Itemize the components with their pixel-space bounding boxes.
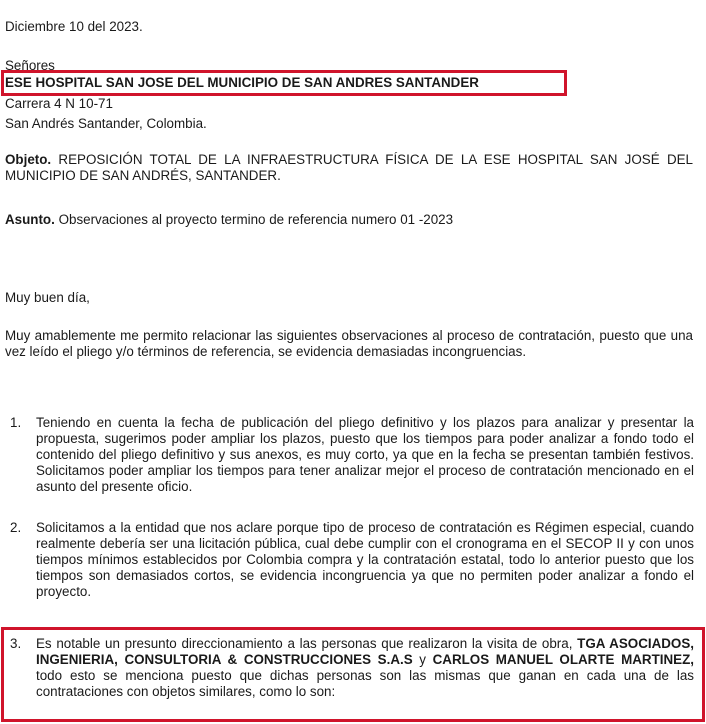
list-item-number: 3. (10, 636, 22, 651)
objeto-label: Objeto. (5, 152, 52, 167)
objeto-text: REPOSICIÓN TOTAL DE LA INFRAESTRUCTURA FÍSICA DE LA ESE HOSPITAL SAN JOSÉ DEL MUNICIPIO DE SAN ANDRÉS, SANTANDER. (5, 152, 693, 183)
list-item-text: Teniendo en cuenta la fecha de publicación del pliego definitivo y los plazos para analizar y presentar la propuesta, sugerimos poder ampliar los plazos, puesto que los tiempos para poder analizar a fondo todo el contenido del pliego definitivo y sus anexos, es muy corto, ya que en la fecha se presentan también festivos. Solicitamos poder ampliar los tiempos para tener analizar mejor el proceso de contratación mencionado en el asunto del presente oficio. (36, 415, 694, 494)
salutation-to: Señores (5, 58, 55, 73)
recipient-name: ESE HOSPITAL SAN JOSE DEL MUNICIPIO DE SAN ANDRES SANTANDER (5, 75, 479, 90)
objeto-paragraph (5, 152, 693, 184)
list-item-number: 1. (10, 415, 22, 430)
asunto-text: Observaciones al proyecto termino de referencia numero 01 -2023 (58, 212, 454, 227)
intro-paragraph: Muy amablemente me permito relacionar las siguientes observaciones al proceso de contratación, puesto que una vez leído el pliego y/o términos de referencia, se evidencia demasiadas incongruencias. (5, 328, 693, 359)
item-3-company-names: TGA ASOCIADOS, INGENIERIA, CONSULTORIA & CONSTRUCCIONES S.A.S (36, 636, 694, 667)
item-3-text-before: Es notable un presunto direccionamiento a las personas que realizaron la visita de obra, (36, 636, 573, 651)
list-item-2 (10, 520, 694, 600)
address-line-1: Carrera 4 N 10-71 (5, 96, 113, 111)
address-line-2: San Andrés Santander, Colombia. (5, 116, 207, 131)
list-item-3 (10, 636, 694, 700)
item-3-text-after: todo esto se menciona puesto que dichas personas son las mismas que ganan en cada una de las contrataciones con objetos similares, como lo son: (36, 668, 694, 699)
list-item-1 (10, 415, 694, 495)
item-3-person-name: CARLOS MANUEL OLARTE MARTINEZ, (432, 652, 694, 667)
list-item-text: Solicitamos a la entidad que nos aclare porque tipo de proceso de contratación es Régimen especial, cuando realmente debería ser una licitación pública, cual debe cumplir con el cronograma en el SECOP II y con unos tiempos mínimos establecidos por Colombia compra y la contratación estatal, todo lo anterior puesto que los tiempos son demasiados cortos, se evidencia incongruencia ya que no permiten poder analizar a fondo el proyecto. (36, 520, 694, 599)
asunto-label: Asunto. (5, 212, 55, 227)
greeting: Muy buen día, (5, 290, 90, 305)
asunto-line (5, 212, 453, 228)
list-item-number: 2. (10, 520, 22, 535)
letter-date: Diciembre 10 del 2023. (5, 19, 143, 34)
item-3-conjunction: y (419, 652, 426, 667)
list-item-text (36, 636, 694, 700)
